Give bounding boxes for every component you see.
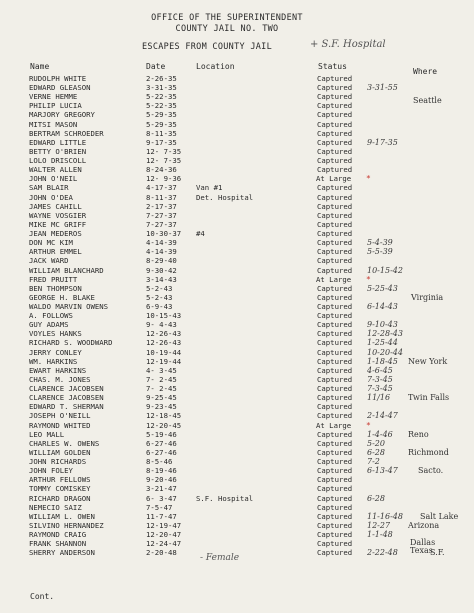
document-heading: ESCAPES FROM COUNTY JAIL xyxy=(141,42,273,52)
capture-status: At Large xyxy=(316,274,352,284)
capture-place: S.F. xyxy=(430,548,445,558)
capture-status: Captured xyxy=(317,156,353,166)
capture-date: 2-14-47 xyxy=(367,411,398,421)
capture-status: Captured xyxy=(317,384,353,394)
table-row xyxy=(0,101,474,110)
capture-status: Captured xyxy=(317,484,353,494)
capture-place: Reno xyxy=(408,429,429,439)
capture-place: New York xyxy=(408,356,448,366)
capture-status: Captured xyxy=(317,192,353,202)
escapee-name: DON MC KIM xyxy=(29,238,73,248)
escape-date: 9-30-42 xyxy=(146,265,177,275)
table-row xyxy=(0,320,474,329)
table-row xyxy=(0,439,474,448)
capture-status: Captured xyxy=(317,411,353,421)
capture-status: Captured xyxy=(317,502,353,512)
table-row xyxy=(0,183,474,192)
table-row xyxy=(0,521,474,530)
capture-date: 5-4-39 xyxy=(367,238,393,248)
table-row xyxy=(0,494,474,503)
escape-date: 9-17-35 xyxy=(146,137,177,147)
capture-date: 10-20-44 xyxy=(367,347,403,357)
capture-status: Captured xyxy=(317,265,353,275)
capture-place: Sacto. xyxy=(418,466,444,476)
capture-status: Captured xyxy=(317,256,353,266)
red-asterisk-mark: * xyxy=(366,174,371,184)
handwritten-female-note: - Female xyxy=(200,553,240,563)
capture-status: Captured xyxy=(317,365,353,375)
capture-status: Captured xyxy=(317,438,353,448)
capture-date: 9-17-35 xyxy=(367,137,398,147)
escapee-name: VOYLES HANKS xyxy=(29,329,82,339)
escape-date: 8-19-46 xyxy=(146,466,177,476)
continued-label: Cont. xyxy=(30,592,55,601)
escapee-name: WALTER ALLEN xyxy=(29,165,82,175)
column-header-name: Name xyxy=(30,62,50,71)
table-row xyxy=(0,475,474,484)
escape-date: 5-29-35 xyxy=(146,119,177,129)
escapee-name: LOLO DRISCOLL xyxy=(29,156,87,166)
table-row xyxy=(0,138,474,147)
table-row xyxy=(0,256,474,265)
escapee-name: JOHN O'NEIL xyxy=(29,174,78,184)
escape-date: 6-27-46 xyxy=(146,438,177,448)
table-row xyxy=(0,484,474,493)
capture-status: At Large xyxy=(316,420,352,430)
escape-date: 3-31-35 xyxy=(146,83,177,93)
table-row xyxy=(0,120,474,129)
escapee-name: BERTRAM SCHROEDER xyxy=(29,128,104,138)
table-row xyxy=(0,266,474,275)
capture-status: Captured xyxy=(317,429,353,439)
table-row xyxy=(0,357,474,366)
table-row xyxy=(0,430,474,439)
escape-date: 9-20-46 xyxy=(146,475,177,485)
table-row xyxy=(0,375,474,384)
escape-date: 8-29-40 xyxy=(146,256,177,266)
escapee-name: LEO MALL xyxy=(29,429,65,439)
escapee-name: JOHN FOLEY xyxy=(29,466,73,476)
column-header-where: Where xyxy=(413,67,438,76)
capture-status: Captured xyxy=(317,311,353,321)
escapee-name: MIKE MC GRIFF xyxy=(29,219,87,229)
table-row xyxy=(0,238,474,247)
capture-place: Seattle xyxy=(413,96,442,106)
escape-date: 10-19-44 xyxy=(146,347,182,357)
capture-date: 7-3-45 xyxy=(367,374,393,384)
capture-date: 5-25-43 xyxy=(367,283,398,293)
escape-date: 7- 2-45 xyxy=(146,384,177,394)
capture-date: 6-13-47 xyxy=(367,466,398,476)
capture-status: Captured xyxy=(317,374,353,384)
table-row xyxy=(0,348,474,357)
capture-place: Salt Lake xyxy=(420,511,459,521)
escape-location: S.F. Hospital xyxy=(196,493,254,503)
escapee-name: FRANK SHANNON xyxy=(29,539,87,549)
escape-date: 12-20-45 xyxy=(146,420,182,430)
capture-date: 10-15-42 xyxy=(367,265,403,275)
escapee-name: WILLIAM BLANCHARD xyxy=(29,265,104,275)
table-row xyxy=(0,211,474,220)
capture-status: Captured xyxy=(317,539,353,549)
escapee-name: JOHN O'DEA xyxy=(29,192,73,202)
capture-status: Captured xyxy=(317,247,353,257)
escapee-name: A. FOLLOWS xyxy=(29,311,73,321)
capture-status: Captured xyxy=(317,146,353,156)
escape-date: 5-22-35 xyxy=(146,92,177,102)
escapee-name: BEN THOMPSON xyxy=(29,283,82,293)
table-row xyxy=(0,402,474,411)
handwritten-hospital-note: + S.F. Hospital xyxy=(310,39,386,50)
table-row xyxy=(0,293,474,302)
capture-date: 12-27 xyxy=(367,520,391,530)
table-row xyxy=(0,338,474,347)
table-row xyxy=(0,74,474,83)
escape-date: 7-5-47 xyxy=(146,502,173,512)
table-row xyxy=(0,110,474,119)
escapee-name: RICHARD S. WOODWARD xyxy=(29,338,113,348)
capture-date: 1-18-45 xyxy=(367,356,398,366)
table-row xyxy=(0,129,474,138)
capture-status: Captured xyxy=(317,92,353,102)
escape-date: 12-19-47 xyxy=(146,520,182,530)
capture-status: Captured xyxy=(317,128,353,138)
escape-date: 5-2-43 xyxy=(146,283,173,293)
capture-date: 5-20 xyxy=(367,438,385,448)
escape-date: 11-7-47 xyxy=(146,511,177,521)
table-row xyxy=(0,284,474,293)
escapee-name: WM. HARKINS xyxy=(29,356,78,366)
escape-date: 8-11-37 xyxy=(146,192,177,202)
escapee-name: GUY ADAMS xyxy=(29,320,69,330)
escapee-name: CHAS. M. JONES xyxy=(29,374,91,384)
capture-status: Captured xyxy=(317,493,353,503)
capture-status: Captured xyxy=(317,74,353,83)
escape-date: 7-27-37 xyxy=(146,219,177,229)
escape-date: 2-20-48 xyxy=(146,548,177,558)
escapee-name: JEAN MEDEROS xyxy=(29,229,82,239)
escape-date: 3-14-43 xyxy=(146,274,177,284)
escape-location: Det. Hospital xyxy=(196,192,254,202)
capture-place: Twin Falls xyxy=(408,393,450,403)
escape-date: 8-5-46 xyxy=(146,457,173,467)
table-row xyxy=(0,83,474,92)
table-row xyxy=(0,302,474,311)
table-row xyxy=(0,411,474,420)
table-row xyxy=(0,275,474,284)
capture-status: Captured xyxy=(317,520,353,530)
capture-place: Virginia xyxy=(411,292,444,302)
escape-date: 12-18-45 xyxy=(146,411,182,421)
table-row xyxy=(0,384,474,393)
capture-date: 11-16-48 xyxy=(367,511,403,521)
escapee-name: JACK WARD xyxy=(29,256,69,266)
escape-date: 5-2-43 xyxy=(146,292,173,302)
capture-status: Captured xyxy=(317,338,353,348)
escape-date: 12-26-43 xyxy=(146,329,182,339)
column-header-location: Location xyxy=(196,62,235,71)
capture-date: 12-28-43 xyxy=(367,329,403,339)
escapee-name: CLARENCE JACOBSEN xyxy=(29,393,104,403)
escapee-name: SAM BLAIR xyxy=(29,183,69,193)
escape-date: 12- 7-35 xyxy=(146,146,182,156)
escapee-name: NEMECIO SAIZ xyxy=(29,502,82,512)
capture-status: Captured xyxy=(317,210,353,220)
escape-date: 3-21-47 xyxy=(146,484,177,494)
escape-date: 5-22-35 xyxy=(146,101,177,111)
table-row xyxy=(0,457,474,466)
escape-date: 12-19-44 xyxy=(146,356,182,366)
escape-date: 12- 9-36 xyxy=(146,174,182,184)
escapee-name: WAYNE VOSGIER xyxy=(29,210,87,220)
escapee-name: MITSI MASON xyxy=(29,119,78,129)
escapee-name: RICHARD DRAGON xyxy=(29,493,91,503)
capture-date: 2-22-48 xyxy=(367,548,398,558)
capture-status: Captured xyxy=(317,292,353,302)
capture-date: 5-5-39 xyxy=(367,247,393,257)
capture-status: Captured xyxy=(317,229,353,239)
escapee-name: WILLIAM GOLDEN xyxy=(29,447,91,457)
escape-date: 2-17-37 xyxy=(146,201,177,211)
escape-date: 6- 3-47 xyxy=(146,493,177,503)
escape-date: 2-26-35 xyxy=(146,74,177,83)
capture-date: 9-10-43 xyxy=(367,320,398,330)
table-row xyxy=(0,329,474,338)
capture-status: Captured xyxy=(317,447,353,457)
capture-status: Captured xyxy=(317,548,353,558)
capture-status: Captured xyxy=(317,110,353,120)
table-row xyxy=(0,512,474,521)
escapee-name: WILLIAM L. OWEN xyxy=(29,511,95,521)
table-row xyxy=(0,503,474,512)
capture-date: 6-28 xyxy=(367,447,385,457)
capture-date: 6-28 xyxy=(367,493,385,503)
escapee-name: ARTHUR EMMEL xyxy=(29,247,82,257)
escapee-name: TOMMY COMISKEY xyxy=(29,484,91,494)
escape-date: 8-24-36 xyxy=(146,165,177,175)
table-row xyxy=(0,165,474,174)
escape-date: 9- 4-43 xyxy=(146,320,177,330)
escapee-name: RAYMOND WHITED xyxy=(29,420,91,430)
capture-date: 1-1-48 xyxy=(367,530,393,539)
column-header-status: Status xyxy=(318,62,347,71)
escape-date: 7-27-37 xyxy=(146,210,177,220)
capture-status: Captured xyxy=(317,530,353,539)
escapee-name: SILVINO HERNANDEZ xyxy=(29,520,104,530)
escapee-name: ARTHUR FELLOWS xyxy=(29,475,91,485)
capture-place: Arizona xyxy=(408,520,440,530)
office-title: OFFICE OF THE SUPERINTENDENT xyxy=(151,13,303,23)
escapee-name: JOSEPH O'NEILL xyxy=(29,411,91,421)
capture-status: Captured xyxy=(317,457,353,467)
capture-date: 4-6-45 xyxy=(367,365,393,375)
escapee-name: EDWARD GLEASON xyxy=(29,83,91,93)
table-row xyxy=(0,156,474,165)
table-row xyxy=(0,147,474,156)
escapee-name: WALDO MARVIN OWENS xyxy=(29,302,109,311)
capture-place: Dallas Texas xyxy=(410,538,436,556)
escapee-name: CLARENCE JACOBSEN xyxy=(29,384,104,394)
capture-status: Captured xyxy=(317,402,353,412)
escape-location: Van #1 xyxy=(196,183,223,193)
table-row xyxy=(0,193,474,202)
escapee-name: JAMES CAHILL xyxy=(29,201,82,211)
capture-status: Captured xyxy=(317,356,353,366)
table-row xyxy=(0,229,474,238)
capture-status: Captured xyxy=(317,329,353,339)
escapee-name: FRED PRUITT xyxy=(29,274,78,284)
capture-place: Richmond xyxy=(408,447,449,457)
capture-date: 3-31-55 xyxy=(367,83,398,93)
capture-status: Captured xyxy=(317,238,353,248)
capture-date: 6-14-43 xyxy=(367,302,398,311)
capture-status: Captured xyxy=(317,219,353,229)
red-asterisk-mark: * xyxy=(366,420,371,430)
table-row xyxy=(0,202,474,211)
escapee-name: BETTY O'BRIEN xyxy=(29,146,87,156)
table-row xyxy=(0,421,474,430)
capture-status: Captured xyxy=(317,283,353,293)
table-row xyxy=(0,220,474,229)
escapee-name: RAYMOND CRAIG xyxy=(29,530,87,539)
escape-date: 12- 7-35 xyxy=(146,156,182,166)
escapee-name: PHILIP LUCIA xyxy=(29,101,82,111)
escape-date: 6-9-43 xyxy=(146,302,173,311)
column-header-date: Date xyxy=(146,62,166,71)
capture-status: Captured xyxy=(317,511,353,521)
jail-title: COUNTY JAIL NO. TWO xyxy=(175,24,279,34)
escapee-name: RUDOLPH WHITE xyxy=(29,74,87,83)
capture-status: Captured xyxy=(317,119,353,129)
escapee-name: VERNE HEMME xyxy=(29,92,78,102)
capture-date: 7-3-45 xyxy=(367,384,393,394)
escape-date: 10-15-43 xyxy=(146,311,182,321)
escapee-name: EDWARD T. SHERMAN xyxy=(29,402,104,412)
escape-date: 9-25-45 xyxy=(146,393,177,403)
escape-date: 4- 3-45 xyxy=(146,365,177,375)
capture-status: Captured xyxy=(317,475,353,485)
escapee-name: SHERRY ANDERSON xyxy=(29,548,95,558)
table-row xyxy=(0,466,474,475)
escapee-name: EDWARD LITTLE xyxy=(29,137,87,147)
escape-date: 12-26-43 xyxy=(146,338,182,348)
escapee-name: EWART HARKINS xyxy=(29,365,87,375)
escape-date: 9-23-45 xyxy=(146,402,177,412)
capture-status: Captured xyxy=(317,83,353,93)
escapee-name: JOHN RICHARDS xyxy=(29,457,87,467)
capture-date: 11/16 xyxy=(367,393,391,403)
table-row xyxy=(0,366,474,375)
table-row xyxy=(0,247,474,256)
capture-date: 1-25-44 xyxy=(367,338,398,348)
capture-date: 1-4-46 xyxy=(367,429,393,439)
capture-status: Captured xyxy=(317,101,353,111)
escape-date: 12-20-47 xyxy=(146,530,182,539)
escape-date: 10-30-37 xyxy=(146,229,182,239)
capture-status: Captured xyxy=(317,466,353,476)
escape-date: 4-17-37 xyxy=(146,183,177,193)
escape-date: 4-14-39 xyxy=(146,247,177,257)
escapee-name: JERRY CONLEY xyxy=(29,347,82,357)
table-row xyxy=(0,393,474,402)
escape-date: 5-19-46 xyxy=(146,429,177,439)
escapee-name: GEORGE H. BLAKE xyxy=(29,292,95,302)
table-row xyxy=(0,448,474,457)
escape-date: 12-24-47 xyxy=(146,539,182,549)
capture-date: 7-2 xyxy=(367,457,380,467)
red-asterisk-mark: * xyxy=(366,274,371,284)
capture-status: Captured xyxy=(317,347,353,357)
capture-status: At Large xyxy=(316,174,352,184)
capture-status: Captured xyxy=(317,165,353,175)
capture-status: Captured xyxy=(317,183,353,193)
table-row xyxy=(0,311,474,320)
capture-status: Captured xyxy=(317,302,353,311)
escapee-name: MARJORY GREGORY xyxy=(29,110,95,120)
escape-date: 4-14-39 xyxy=(146,238,177,248)
capture-status: Captured xyxy=(317,393,353,403)
table-row xyxy=(0,174,474,183)
escapee-name: CHARLES W. OWENS xyxy=(29,438,100,448)
table-row xyxy=(0,530,474,539)
capture-status: Captured xyxy=(317,137,353,147)
escape-date: 7- 2-45 xyxy=(146,374,177,384)
escape-date: 6-27-46 xyxy=(146,447,177,457)
escape-date: 5-29-35 xyxy=(146,110,177,120)
capture-status: Captured xyxy=(317,201,353,211)
escape-date: 8-11-35 xyxy=(146,128,177,138)
escape-location: #4 xyxy=(196,229,205,239)
capture-status: Captured xyxy=(317,320,353,330)
